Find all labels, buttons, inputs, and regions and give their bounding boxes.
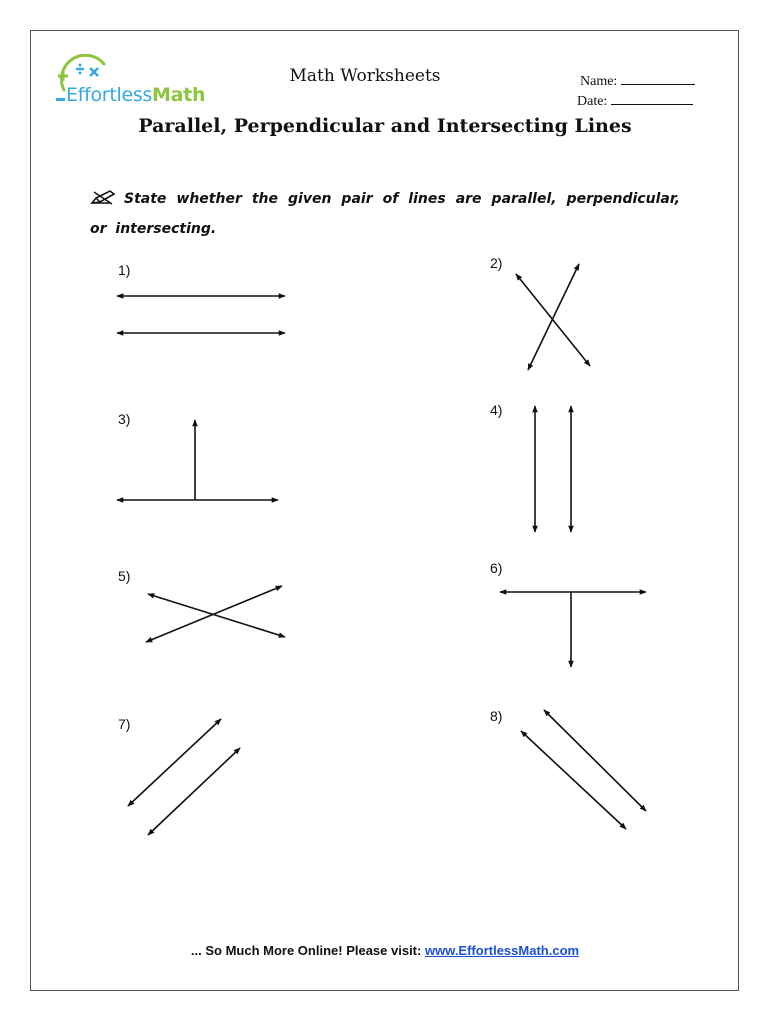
diagram-5-line-a — [148, 594, 285, 637]
brand-name-part1: Effortless — [66, 84, 153, 106]
problem-label-6: 6) — [490, 560, 503, 576]
diagram-8-line-b — [521, 731, 626, 829]
diagram-5-line-b — [146, 586, 282, 642]
diagram-7-line-b — [148, 748, 240, 835]
problem-label-4: 4) — [490, 402, 503, 418]
diagram-7-parallel — [128, 719, 240, 835]
name-label: Name: — [580, 74, 618, 89]
diagram-7-line-a — [128, 719, 221, 806]
brand-name-part2: Math — [152, 84, 206, 106]
diagram-6-perpendicular — [500, 592, 646, 667]
diagram-3-perpendicular — [117, 420, 278, 500]
header-title: Math Worksheets — [289, 66, 441, 86]
footer-link[interactable]: www.EffortlessMath.com — [424, 943, 580, 958]
instruction-text: State whether the given pair of lines are parallel, perpendicular, or intersecting. — [90, 191, 680, 237]
footer-text: ... So Much More Online! Please visit: — [190, 943, 425, 958]
diagram-2-intersecting — [516, 264, 590, 370]
footer — [0, 943, 770, 958]
diagram-2-line-a — [516, 274, 590, 366]
worksheet-title: Parallel, Perpendicular and Intersecting Lines — [138, 115, 632, 137]
problem-label-5: 5) — [118, 568, 131, 584]
date-label: Date: — [577, 94, 608, 109]
problem-label-3: 3) — [118, 411, 131, 427]
diagram-8-line-a — [544, 710, 646, 811]
problem-label-1: 1) — [118, 262, 131, 278]
diagram-2-line-b — [528, 264, 579, 370]
diagram-4-parallel — [535, 406, 571, 532]
problem-label-7: 7) — [118, 716, 131, 732]
diagram-8-parallel — [521, 710, 646, 829]
diagram-1-parallel — [117, 296, 285, 333]
problem-label-2: 2) — [490, 255, 503, 271]
problem-label-8: 8) — [490, 708, 503, 724]
diagram-5-intersecting — [146, 586, 285, 642]
